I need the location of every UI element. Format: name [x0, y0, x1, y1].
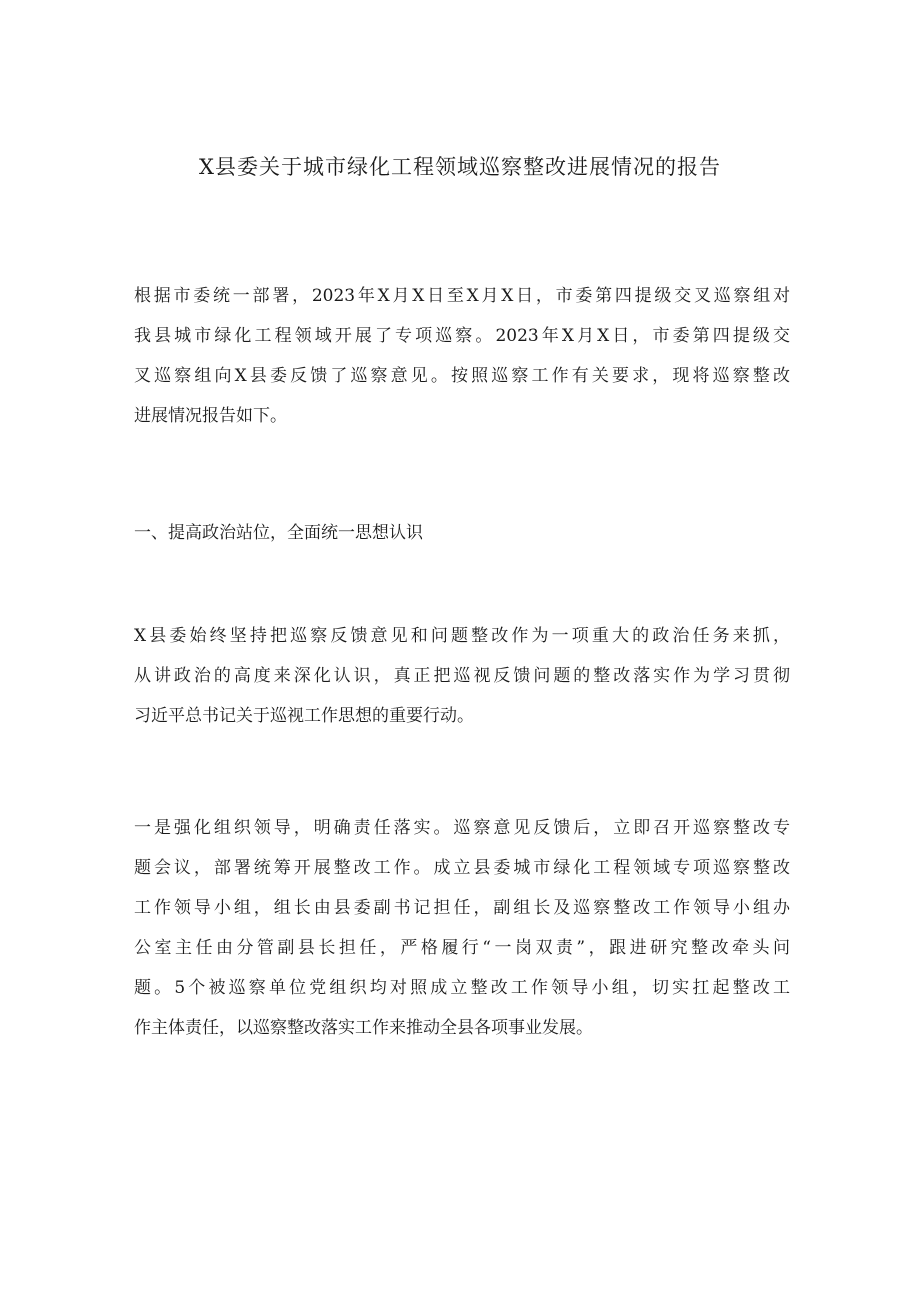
paragraph-line: 题。5个被巡察单位党组织均对照成立整改工作领导小组，切实扛起整改工: [134, 978, 790, 998]
paragraph-line: 进展情况报告如下。: [134, 406, 287, 426]
section-heading: [134, 513, 790, 553]
paragraph-line: X县委始终坚持把巡察反馈意见和问题整改作为一项重大的政治任务来抓，: [134, 626, 790, 646]
paragraph-line: 根据市委统一部署，2023年X月X日至X月X日，市委第四提级交叉巡察组对: [134, 286, 790, 306]
paragraph-line: 公室主任由分管副县长担任，严格履行“一岗双责”，跟进研究整改牵头问: [134, 938, 790, 958]
paragraph-line: 从讲政治的高度来深化认识，真正把巡视反馈问题的整改落实作为学习贯彻: [134, 666, 790, 686]
paragraph-line: 习近平总书记关于巡视工作思想的重要行动。: [134, 706, 474, 726]
intro-paragraph: [134, 276, 790, 436]
paragraph-line: 工作领导小组，组长由县委副书记担任，副组长及巡察整改工作领导小组办: [134, 898, 790, 918]
document-title: X县委关于城市绿化工程领域巡察整改进展情况的报告: [199, 155, 721, 179]
paragraph-line: 我县城市绿化工程领域开展了专项巡察。2023年X月X日，市委第四提级交: [134, 326, 790, 346]
body-paragraph: [134, 616, 790, 736]
section-heading-text: 一、提高政治站位，全面统一思想认识: [134, 523, 423, 543]
paragraph-line: 题会议，部署统筹开展整改工作。成立县委城市绿化工程领域专项巡察整改: [134, 858, 790, 878]
body-paragraph: [134, 808, 790, 1048]
paragraph-line: 作主体责任，以巡察整改落实工作来推动全县各项事业发展。: [134, 1018, 593, 1038]
paragraph-line: 一是强化组织领导，明确责任落实。巡察意见反馈后，立即召开巡察整改专: [134, 818, 790, 838]
paragraph-line: 叉巡察组向X县委反馈了巡察意见。按照巡察工作有关要求，现将巡察整改: [134, 366, 790, 386]
